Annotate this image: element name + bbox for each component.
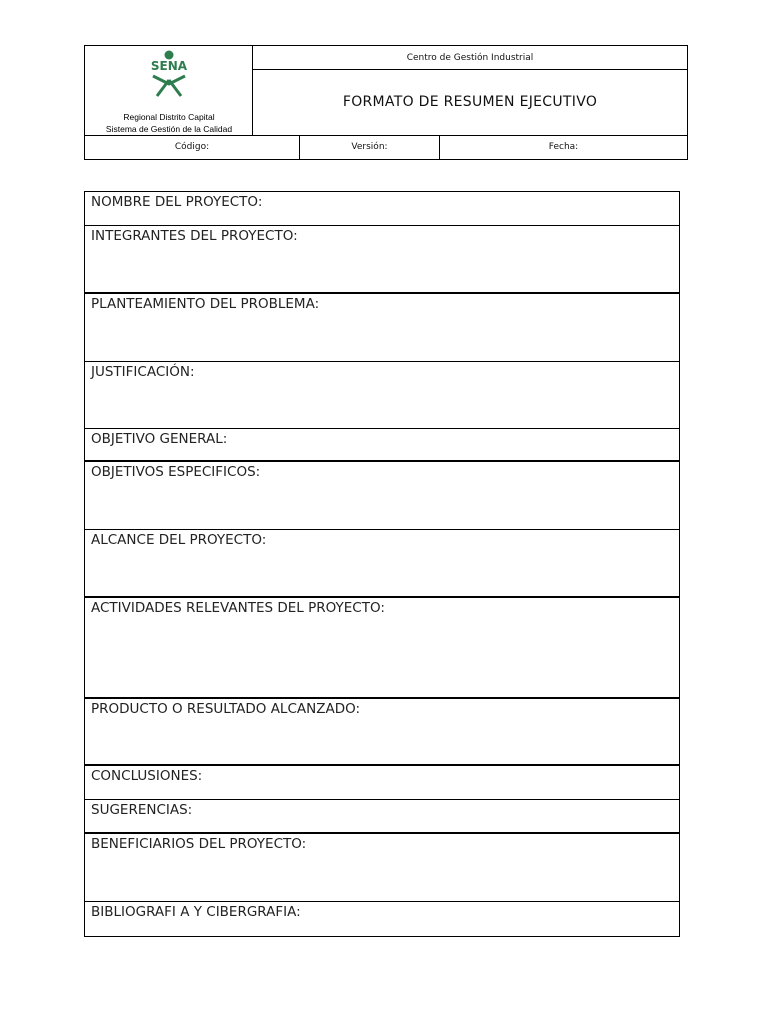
codigo-label: Código: <box>85 136 300 159</box>
version-label: Versión: <box>300 136 440 159</box>
field-alcance[interactable]: ALCANCE DEL PROYECTO: <box>85 530 679 598</box>
field-conclusiones[interactable]: CONCLUSIONES: <box>85 766 679 800</box>
system-label: Sistema de Gestión de la Calidad <box>105 124 233 134</box>
field-planteamiento[interactable]: PLANTEAMIENTO DEL PROBLEMA: <box>85 294 679 362</box>
center-name: Centro de Gestión Industrial <box>253 46 687 70</box>
logo-cell <box>85 46 253 135</box>
document-title: FORMATO DE RESUMEN EJECUTIVO <box>342 94 598 110</box>
field-sugerencias[interactable]: SUGERENCIAS: <box>85 800 679 834</box>
field-justificacion[interactable]: JUSTIFICACIÓN: <box>85 362 679 429</box>
field-integrantes[interactable]: INTEGRANTES DEL PROYECTO: <box>85 226 679 294</box>
field-actividades[interactable]: ACTIVIDADES RELEVANTES DEL PROYECTO: <box>85 598 679 699</box>
regional-label: Regional Distrito Capital <box>123 112 215 122</box>
fecha-label: Fecha: <box>548 142 579 152</box>
sena-logo-icon <box>143 48 195 98</box>
field-objetivos-especificos[interactable]: OBJETIVOS ESPECIFICOS: <box>85 462 679 530</box>
summary-form <box>84 191 680 937</box>
field-beneficiarios[interactable]: BENEFICIARIOS DEL PROYECTO: <box>85 834 679 902</box>
field-bibliografia[interactable]: BIBLIOGRAFI A Y CIBERGRAFIA: <box>91 904 301 920</box>
meta-row <box>85 135 687 159</box>
field-nombre-proyecto[interactable]: NOMBRE DEL PROYECTO: <box>85 192 679 226</box>
field-producto[interactable]: PRODUCTO O RESULTADO ALCANZADO: <box>85 699 679 766</box>
document-header <box>84 45 688 160</box>
field-objetivo-general[interactable]: OBJETIVO GENERAL: <box>85 429 679 462</box>
logo-text: SENA <box>150 59 188 73</box>
